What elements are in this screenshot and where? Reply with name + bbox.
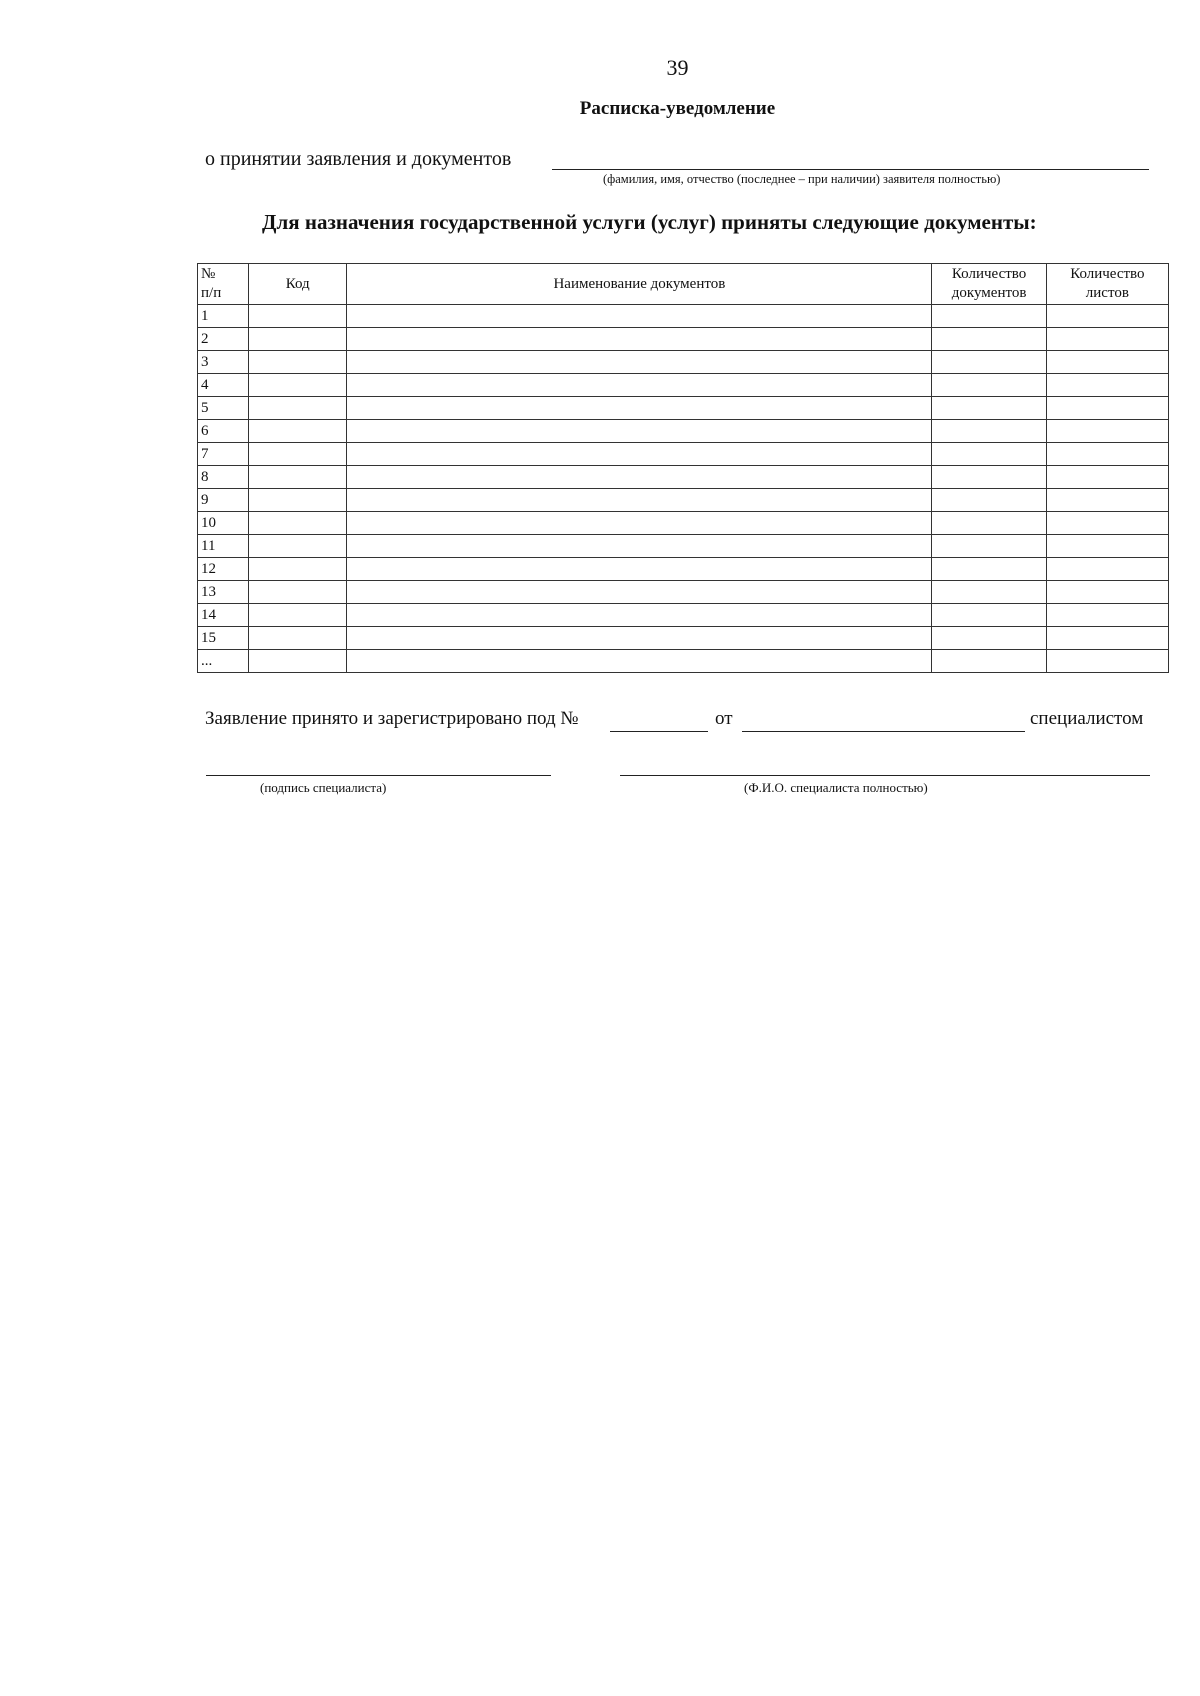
row-count-docs-cell: [932, 512, 1046, 535]
row-number-cell: 12: [198, 558, 249, 581]
row-code-cell: [249, 351, 347, 374]
row-count-sheets-cell: [1046, 305, 1168, 328]
row-name-cell: [347, 581, 932, 604]
header-num-line2: п/п: [201, 285, 222, 301]
row-number-cell: 7: [198, 443, 249, 466]
row-number-cell: 13: [198, 581, 249, 604]
row-name-cell: [347, 328, 932, 351]
row-number-cell: 11: [198, 535, 249, 558]
applicant-name-hint: (фамилия, имя, отчество (последнее – при наличии) заявителя полностью): [603, 172, 1001, 186]
row-number-cell: 4: [198, 374, 249, 397]
header-count-sheets-line1: Количество: [1070, 266, 1145, 282]
specialist-name-hint: (Ф.И.О. специалиста полностью): [744, 780, 928, 795]
row-count-sheets-cell: [1046, 420, 1168, 443]
row-code-cell: [249, 443, 347, 466]
row-name-cell: [347, 512, 932, 535]
table-row: [198, 604, 1169, 627]
row-count-docs-cell: [932, 650, 1046, 673]
page-number: 39: [666, 55, 689, 80]
row-name-cell: [347, 443, 932, 466]
row-count-sheets-cell: [1046, 397, 1168, 420]
row-count-docs-cell: [932, 397, 1046, 420]
row-code-cell: [249, 489, 347, 512]
table-row: [198, 650, 1169, 673]
header-num: [198, 264, 249, 305]
row-number-cell: 9: [198, 489, 249, 512]
row-name-cell: [347, 535, 932, 558]
row-count-docs-cell: [932, 604, 1046, 627]
row-count-docs-cell: [932, 627, 1046, 650]
row-code-cell: [249, 581, 347, 604]
row-code-cell: [249, 512, 347, 535]
table-row: [198, 328, 1169, 351]
row-number-cell: 6: [198, 420, 249, 443]
applicant-name-blank: [552, 169, 1149, 170]
row-code-cell: [249, 420, 347, 443]
header-count-sheets: [1046, 264, 1168, 305]
row-code-cell: [249, 466, 347, 489]
row-number-cell: ...: [198, 650, 249, 673]
row-name-cell: [347, 558, 932, 581]
header-num-line1: №: [201, 266, 216, 282]
row-number-cell: 2: [198, 328, 249, 351]
row-count-docs-cell: [932, 420, 1046, 443]
row-count-sheets-cell: [1046, 535, 1168, 558]
table-row: [198, 581, 1169, 604]
row-number-cell: 14: [198, 604, 249, 627]
row-name-cell: [347, 420, 932, 443]
documents-table: [197, 263, 1169, 673]
row-count-docs-cell: [932, 328, 1046, 351]
table-row: [198, 397, 1169, 420]
table-row: [198, 558, 1169, 581]
row-count-docs-cell: [932, 581, 1046, 604]
row-count-docs-cell: [932, 535, 1046, 558]
row-count-sheets-cell: [1046, 558, 1168, 581]
row-number-cell: 15: [198, 627, 249, 650]
row-count-docs-cell: [932, 443, 1046, 466]
row-name-cell: [347, 397, 932, 420]
row-name-cell: [347, 650, 932, 673]
row-count-sheets-cell: [1046, 581, 1168, 604]
table-row: [198, 351, 1169, 374]
registration-specialist: специалистом: [1030, 708, 1144, 729]
table-row: [198, 466, 1169, 489]
row-name-cell: [347, 466, 932, 489]
header-count-sheets-line2: листов: [1085, 285, 1129, 301]
signature-hint: (подпись специалиста): [260, 780, 387, 795]
row-name-cell: [347, 627, 932, 650]
registration-line: [205, 708, 1150, 736]
row-count-sheets-cell: [1046, 328, 1168, 351]
row-count-sheets-cell: [1046, 443, 1168, 466]
row-code-cell: [249, 627, 347, 650]
registration-from: от: [715, 708, 733, 729]
row-code-cell: [249, 650, 347, 673]
row-name-cell: [347, 374, 932, 397]
row-code-cell: [249, 397, 347, 420]
row-count-sheets-cell: [1046, 374, 1168, 397]
row-code-cell: [249, 604, 347, 627]
row-count-sheets-cell: [1046, 650, 1168, 673]
row-number-cell: 1: [198, 305, 249, 328]
table-header-row: [198, 264, 1169, 305]
intro-text: о принятии заявления и документов: [205, 148, 512, 170]
row-count-sheets-cell: [1046, 351, 1168, 374]
registration-text: Заявление принято и зарегистрировано под №: [205, 708, 579, 729]
row-number-cell: 8: [198, 466, 249, 489]
table-row: [198, 420, 1169, 443]
row-name-cell: [347, 305, 932, 328]
signature-blank: [206, 775, 551, 776]
row-code-cell: [249, 328, 347, 351]
header-count-docs: [932, 264, 1046, 305]
table-row: [198, 535, 1169, 558]
row-count-docs-cell: [932, 374, 1046, 397]
specialist-name-blank: [620, 775, 1150, 776]
table-body: [198, 305, 1169, 673]
row-name-cell: [347, 351, 932, 374]
registration-date-blank: [742, 731, 1025, 732]
header-code: Код: [249, 264, 347, 305]
row-code-cell: [249, 374, 347, 397]
row-count-docs-cell: [932, 466, 1046, 489]
header-count-docs-line1: Количество: [951, 266, 1027, 282]
row-name-cell: [347, 604, 932, 627]
row-count-sheets-cell: [1046, 489, 1168, 512]
header-name: Наименование документов: [347, 264, 932, 305]
row-name-cell: [347, 489, 932, 512]
row-code-cell: [249, 305, 347, 328]
table-row: [198, 512, 1169, 535]
row-count-docs-cell: [932, 305, 1046, 328]
table-row: [198, 443, 1169, 466]
row-count-docs-cell: [932, 489, 1046, 512]
row-count-sheets-cell: [1046, 512, 1168, 535]
row-count-sheets-cell: [1046, 466, 1168, 489]
row-number-cell: 10: [198, 512, 249, 535]
row-count-docs-cell: [932, 351, 1046, 374]
row-count-sheets-cell: [1046, 604, 1168, 627]
row-number-cell: 3: [198, 351, 249, 374]
section-heading: Для назначения государственной услуги (услуг) приняты следующие документы:: [262, 210, 1037, 234]
row-code-cell: [249, 558, 347, 581]
row-count-sheets-cell: [1046, 627, 1168, 650]
row-number-cell: 5: [198, 397, 249, 420]
row-count-docs-cell: [932, 558, 1046, 581]
table-row: [198, 305, 1169, 328]
registration-number-blank: [610, 731, 708, 732]
document-title: Расписка-уведомление: [579, 98, 776, 119]
row-code-cell: [249, 535, 347, 558]
table-row: [198, 627, 1169, 650]
table-row: [198, 374, 1169, 397]
header-count-docs-line2: документов: [951, 285, 1027, 301]
table-row: [198, 489, 1169, 512]
